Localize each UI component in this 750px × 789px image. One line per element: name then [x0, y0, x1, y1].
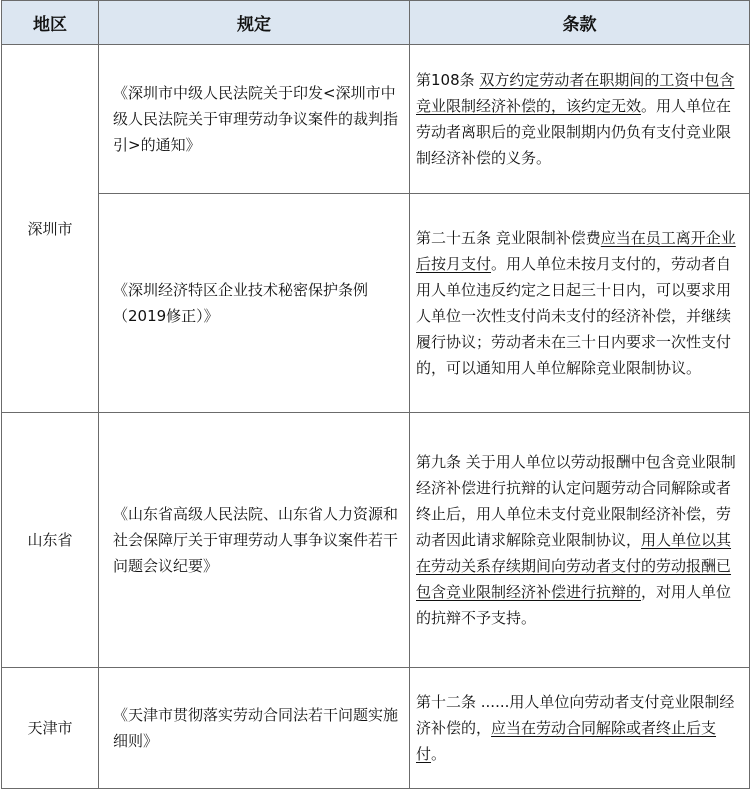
header-clause: 条款	[410, 1, 750, 45]
region-cell: 深圳市	[2, 45, 99, 413]
regulation-cell: 《深圳市中级人民法院关于印发<深圳市中级人民法院关于审理劳动争议案件的裁判指引>的通知》	[99, 45, 410, 194]
region-cell: 天津市	[2, 668, 99, 789]
clause-text: 第九条 关于用人单位以劳动报酬中包含竞业限制经济补偿进行抗辩的认定问题劳动合同解除或者终止后，用人单位未支付竞业限制经济补偿，劳动者因此请求解除竞业限制协议，	[416, 453, 736, 549]
header-row	[2, 1, 750, 45]
clause-text: 。用人单位在劳动者离职后的竞业限制期内仍负有支付竞业限制经济补偿的义务。	[416, 97, 732, 167]
clause-cell	[410, 413, 750, 668]
regulation-cell: 《山东省高级人民法院、山东省人力资源和社会保障厅关于审理劳动人事争议案件若干问题会议纪要》	[99, 413, 410, 668]
header-regulation: 规定	[99, 1, 410, 45]
clause-cell	[410, 45, 750, 194]
table-row	[2, 413, 750, 668]
clause-text-underlined: 应当在劳动合同解除或者终止后支付	[416, 719, 717, 763]
clause-text: ，对用人单位的抗辩不予支持。	[416, 583, 732, 627]
clause-text: 。	[431, 745, 447, 763]
clause-cell	[410, 668, 750, 789]
regulation-cell: 《深圳经济特区企业技术秘密保护条例（2019修正）》	[99, 194, 410, 413]
clause-text-underlined: 双方约定劳动者在职期间的工资中包含竞业限制经济补偿的，该约定无效	[416, 71, 735, 115]
clause-text: 第二十五条 竞业限制补偿费	[416, 229, 601, 247]
clause-text-underlined: 应当在员工离开企业后按月支付	[416, 229, 736, 273]
region-cell: 山东省	[2, 413, 99, 668]
clause-text: 。用人单位未按月支付的，劳动者自用人单位违反约定之日起三十日内，可以要求用人单位一次性支付尚未支付的经济补偿，并继续履行协议；劳动者未在三十日内要求一次性支付的，可以通知用人单位解除竞业限制协议。	[416, 255, 732, 377]
clause-text-underlined: 用人单位以其在劳动关系存续期间向劳动者支付的劳动报酬已包含竞业限制经济补偿进行抗辩的	[416, 531, 732, 601]
table-row	[2, 194, 750, 413]
regulation-table	[1, 0, 750, 789]
clause-text: 第108条	[416, 71, 480, 89]
table-row	[2, 45, 750, 194]
clause-cell	[410, 194, 750, 413]
table-row	[2, 668, 750, 789]
regulation-cell: 《天津市贯彻落实劳动合同法若干问题实施细则》	[99, 668, 410, 789]
clause-text: 第十二条 ......用人单位向劳动者支付竞业限制经济补偿的，	[416, 693, 735, 737]
header-region: 地区	[2, 1, 99, 45]
